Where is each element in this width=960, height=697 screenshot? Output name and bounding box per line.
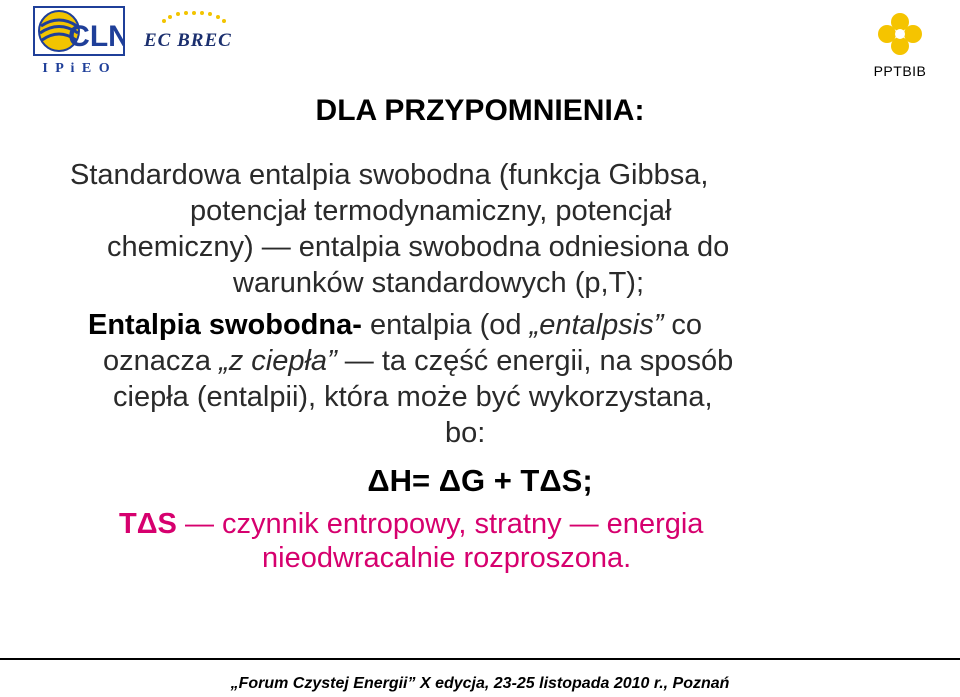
- definition-line: Standardowa entalpia swobodna (funkcja Gibbsa,: [70, 159, 709, 191]
- definition-line: chemiczny) — entalpia swobodna odniesiona do: [107, 231, 730, 263]
- eu-stars-icon: [140, 10, 250, 30]
- entropy-line: nieodwracalnie rozproszona.: [262, 542, 632, 574]
- cln-logo-subtext: I P i E O: [42, 61, 112, 76]
- slide-title: DLA PRZYPOMNIENIA:: [315, 94, 645, 127]
- cln-logo: [33, 6, 125, 76]
- explanation-line: [88, 307, 702, 343]
- text-span: co: [663, 309, 703, 341]
- logo-row: [0, 0, 960, 80]
- ecbrec-logo: [140, 10, 250, 52]
- explanation-line: bo:: [445, 417, 486, 449]
- formula: ΔH= ΔG + TΔS;: [367, 463, 593, 498]
- text-span: entalpia (od: [361, 309, 530, 341]
- text-italic: „z ciepła”: [219, 345, 337, 377]
- term-bold: Entalpia swobodna-: [88, 309, 362, 341]
- explanation-line: ciepła (entalpii), która może być wykorzystana,: [113, 381, 713, 413]
- explanation-line: [103, 343, 733, 379]
- text-span: — ta część energii, na sposób: [336, 345, 734, 377]
- text-span: oznacza: [103, 345, 220, 377]
- pptbib-logo: [860, 8, 940, 78]
- text-span: — czynnik entropowy, stratny — energia: [176, 508, 704, 540]
- entropy-term: TΔS: [119, 508, 177, 540]
- ecbrec-logo-text: EC BREC: [144, 30, 232, 51]
- definition-line: potencjał termodynamiczny, potencjał: [190, 195, 672, 227]
- text-italic: „entalpsis”: [529, 309, 664, 341]
- entropy-line: [119, 507, 703, 541]
- footer-text: „Forum Czystej Energii” X edycja, 23-25 listopada 2010 r., Poznań: [230, 675, 730, 692]
- flower-icon: [860, 8, 940, 63]
- pptbib-logo-text: PPTBIB: [873, 63, 927, 79]
- footer-divider: [0, 658, 960, 660]
- cln-logo-text: CLN: [68, 20, 125, 53]
- definition-line: warunków standardowych (p,T);: [233, 267, 644, 299]
